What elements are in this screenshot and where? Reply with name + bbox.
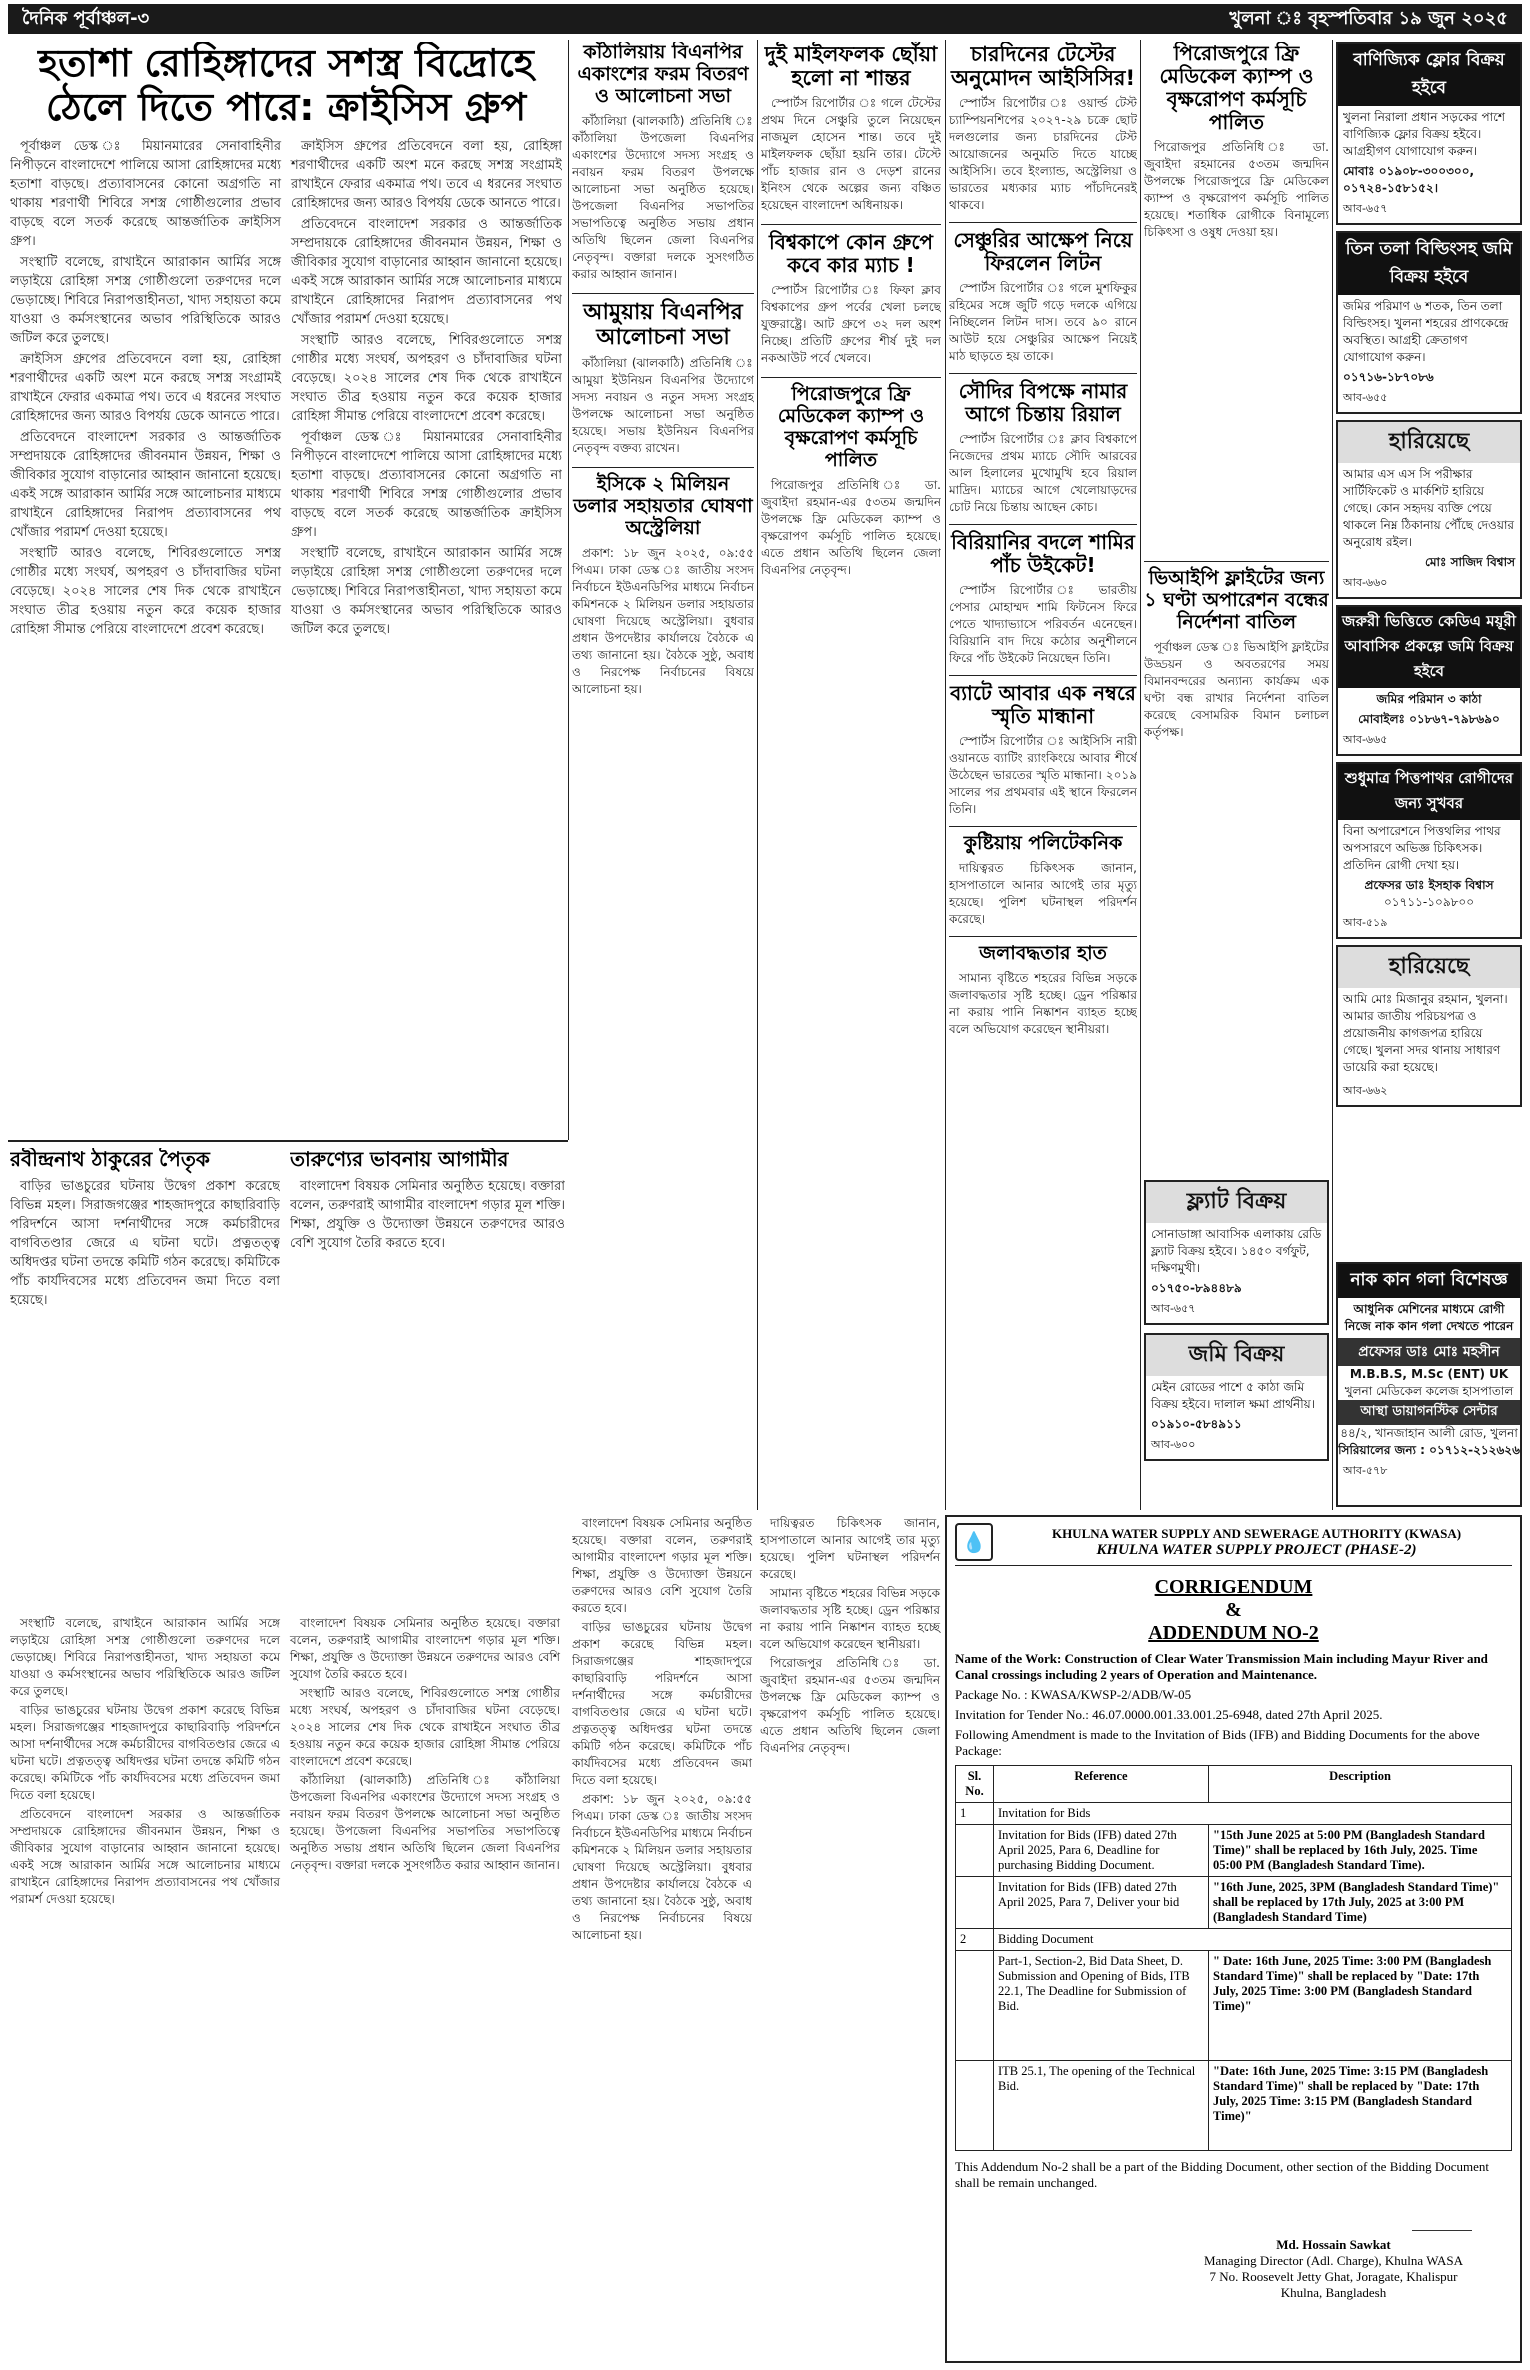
ad-phone: মোবাইলঃ ০১৮৬৭-৭৯৮৬৯০ [1358, 712, 1500, 726]
column-rule [945, 40, 946, 1510]
story-text: স্পোর্টস রিপোর্টার ঃ গলে টেস্টের প্রথম দিনে সেঞ্চুরি তুলে নিয়েছেন নাজমুল হোসেন শান্ত। তবে দুই মাইলফলক ছোঁয়া হয়নি তার। টেস্টে পাঁচ হাজার রান ও দেড়শ রানের ইনিংস থেকে অল্পের জন্য বঞ্চিত হয়েছেন বাংলাদেশ অধিনায়ক। [761, 96, 941, 213]
ad-phone: মোবাঃ ০১৯০৮-৩০০৩০০, ০১৭২৪-১৫৮১৫২। [1343, 164, 1475, 195]
ad-title: হারিয়েছে [1338, 947, 1520, 988]
youth-text: বাংলাদেশ বিষয়ক সেমিনার অনুষ্ঠিত হয়েছে। বক্তারা বলেন, তরুণরাই আগামীর বাংলাদেশ গড়ার মূল শক্তি। শিক্ষা, প্রযুক্তি ও উদ্যোক্তা উন্নয়নে তরুণদের আরও বেশি সুযোগ তৈরি করতে হবে। [290, 1179, 565, 1251]
story-text: স্পোর্টস রিপোর্টার ঃ ফিফা ক্লাব বিশ্বকাপের গ্রুপ পর্বের খেলা চলছে যুক্তরাষ্ট্রে। আট গ্রুপে ৩২ দল অংশ নিচ্ছে। প্রতিটি গ্রুপের শীর্ষ দুই দল নকআউট পর্বে খেলবে। [761, 283, 941, 366]
story-headline: সেঞ্চুরির আক্ষেপ নিয়ে ফিরলেন লিটন [949, 222, 1137, 275]
corr-sign-addr: 7 No. Roosevelt Jetty Ghat, Joragate, Khalispur [1209, 2269, 1458, 2284]
lower-left-stories [10, 1615, 565, 2363]
ad-lost-notice-2 [1336, 945, 1522, 1107]
ad-doctor: প্রফেসর ডাঃ ইসহাক বিশ্বাস [1364, 878, 1494, 892]
story-headline: বিশ্বকাপে কোন গ্রুপে কবে কার ম্যাচ ! [761, 224, 941, 277]
ad-title: জরুরী ভিত্তিতে কেডিএ ময়ূরী আবাসিক প্রকল্পে জমি বিক্রয় হইবে [1338, 607, 1520, 688]
story-text: বাড়ির ভাঙচুরের ঘটনায় উদ্বেগ প্রকাশ করেছে বিভিন্ন মহল। সিরাজগঞ্জের শাহজাদপুরে কাছারিবাড়ি পরিদর্শনে আসা দর্শনার্থীদের সঙ্গে কর্মচারীদের বাগবিতণ্ডার জেরে এ ঘটনা ঘটে। প্রত্নতত্ত্ব অধিদপ্তর ঘটনা তদন্তে কমিটি গঠন করেছে। কমিটিকে পাঁচ কার্যদিবসের মধ্যে প্রতিবেদন জমা দিতে বলা হয়েছে। [10, 1703, 280, 1802]
column-rule [757, 40, 758, 1510]
ad-doctor: প্রফেসর ডাঃ মোঃ মহসীন [1338, 1338, 1520, 1366]
ad-title: নাক কান গলা বিশেষজ্ঞ [1338, 1264, 1520, 1298]
ad-phone: ০১৭৫০-৮৯৪৪৮৯ [1151, 1281, 1242, 1295]
youth-story [290, 1148, 565, 1608]
ad-title: তিন তলা বিল্ডিংসহ জমি বিক্রয় হইবে [1338, 233, 1520, 295]
ad-land-sale [1144, 1333, 1329, 1461]
lead-paragraph: পূর্বাঞ্চল ডেস্ক ঃ মিয়ানমারের সেনাবাহিনীর নিপীড়নে বাংলাদেশে পালিয়ে আসা রোহিঙ্গাদের মধ্যে হতাশা বাড়ছে। প্রত্যাবাসনের কোনো অগ্রগতি না থাকায় শরণার্থী শিবিরে সশস্ত্র গোষ্ঠীগুলোর প্রভাব বাড়ছে বলে সতর্ক করেছে আন্তর্জাতিক ক্রাইসিস গ্রুপ। [10, 139, 281, 250]
ad-flat-sale [1144, 1180, 1329, 1325]
corr-amp: & [1225, 1599, 1242, 1621]
ad-name: মোঃ সাজিদ বিশ্বাস [1424, 555, 1515, 569]
corr-desc: "16th June, 2025, 3PM (Bangladesh Standard Time)" shall be replaced by 17th July, 2025 at 3:00 PM (Bangladesh Standard Time) [1209, 1877, 1512, 1929]
lead-headline: হতাশা রোহিঙ্গাদের সশস্ত্র বিদ্রোহে ঠেলে দিতে পারে: ক্রাইসিস গ্রুপ [38, 42, 534, 129]
story-text: পূর্বাঞ্চল ডেস্ক ঃ ভিআইপি ফ্লাইটের উড্ডয়ন ও অবতরণের সময় বিমানবন্দরের অন্যান্য কার্যক্রম এক ঘণ্টা বন্ধ রাখার নির্দেশনা বাতিল করেছে বেসামরিক বিমান চলাচল কর্তৃপক্ষ। [1144, 639, 1329, 739]
ads-flat-land [1144, 1180, 1329, 1510]
corr-project: KHULNA WATER SUPPLY PROJECT (PHASE-2) [1096, 1541, 1417, 1558]
column-rule [1332, 40, 1333, 1510]
lead-paragraph: সংস্থাটি বলেছে, রাখাইনে আরাকান আর্মির সঙ্গে লড়াইয়ে রোহিঙ্গা সশস্ত্র গোষ্ঠীগুলো তরুণদের দলে ভেড়াচ্ছে। শিবিরে নিরাপত্তাহীনতা, খাদ্য সহায়তা কমে যাওয়া ও কর্মসংস্থানের অভাব পরিস্থিতিকে আরও জটিল করে তুলছে। [291, 546, 562, 638]
corr-th: Sl. No. [956, 1766, 994, 1803]
ad-title: শুধুমাত্র পিত্তপাথর রোগীদের জন্য সুখবর [1338, 764, 1520, 820]
ad-lost-notice [1336, 420, 1522, 599]
lead-paragraph: ক্রাইসিস গ্রুপের প্রতিবেদনে বলা হয়, রোহিঙ্গা শরণার্থীদের একটি অংশ মনে করছে সশস্ত্র সংগ্রামই রাখাইনে ফেরার একমাত্র পথ। তবে এ ধরনের সংঘাত রোহিঙ্গাদের জন্য আরও বিপর্যয় ডেকে আনতে পারে। [10, 352, 281, 425]
column-4 [761, 42, 941, 1502]
ad-title: বাণিজ্যিক ফ্লোর বিক্রয় হইবে [1338, 44, 1520, 106]
ad-subtitle: আধুনিক মেশিনের মাধ্যমে রোগী নিজে নাক কান গলা দেখতে পারেন [1344, 1302, 1514, 1333]
story-text: সামান্য বৃষ্টিতে শহরের বিভিন্ন সড়কে জলাবদ্ধতার সৃষ্টি হচ্ছে। ড্রেন পরিষ্কার না করায় পানি নিষ্কাশন ব্যাহত হচ্ছে বলে অভিযোগ করেছেন স্থানীয়রা। [760, 1586, 940, 1651]
ad-commercial-floor [1336, 42, 1522, 225]
story-headline: কুষ্টিয়ায় পলিটেকনিক [949, 826, 1137, 855]
corr-desc: " Date: 16th June, 2025 Time: 3:00 PM (Bangladesh Standard Time)" shall be replaced by "Date: 17th July, 2025 Time: 3:00 PM (Bangladesh Standard Time)" [1209, 1951, 1512, 2061]
story-text: সামান্য বৃষ্টিতে শহরের বিভিন্ন সড়কে জলাবদ্ধতার সৃষ্টি হচ্ছে। ড্রেন পরিষ্কার না করায় পানি নিষ্কাশন ব্যাহত হচ্ছে বলে অভিযোগ করেছেন স্থানীয়রা। [949, 970, 1137, 1036]
corr-th: Description [1209, 1766, 1512, 1803]
youth-headline: তারুণ্যের ভাবনায় আগামীর [290, 1148, 509, 1171]
ad-kda-land [1336, 605, 1522, 756]
ad-code: আব-৫৭৮ [1343, 1464, 1388, 1477]
corr-ref: Invitation for Bids [994, 1803, 1512, 1825]
corr-table [955, 1765, 1512, 2151]
story-text: দায়িত্বরত চিকিৎসক জানান, হাসপাতালে আনার আগেই তার মৃত্যু হয়েছে। পুলিশ ঘটনাস্থল পরিদর্শন করেছে। [760, 1516, 940, 1581]
ad-title: হারিয়েছে [1338, 422, 1520, 463]
kwasa-logo-icon: 💧 [955, 1523, 993, 1561]
story-text: সংস্থাটি আরও বলেছে, শিবিরগুলোতে সশস্ত্র গোষ্ঠীর মধ্যে সংঘর্ষ, অপহরণ ও চাঁদাবাজির ঘটনা বেড়েছে। ২০২৪ সালের শেষ দিক থেকে রাখাইনে সংঘাত তীব্র হওয়ায় নতুন করে কয়েক হাজার রোহিঙ্গা সীমান্ত পেরিয়ে বাংলাদেশে প্রবেশ করেছে। [290, 1686, 560, 1768]
ad-code: আব-৫১৯ [1343, 916, 1388, 929]
story-text: প্রকাশ: ১৮ জুন ২০২৫, ০৯:৫৫ পিএম। ঢাকা ডেস্ক ঃ জাতীয় সংসদ নির্বাচনে ইউএনডিপির মাধ্যমে নির্বাচন কমিশনকে ২ মিলিয়ন ডলার সহায়তার ঘোষণা দিয়েছে অস্ট্রেলিয়া। বুধবার প্রধান উপদেষ্টার কার্যালয়ে বৈঠকে এ তথ্য জানানো হয়। বৈঠকে সুষ্ঠু, অবাধ ও নিরপেক্ষ নির্বাচনের বিষয়ে আলোচনা হয়। [572, 1792, 752, 1942]
corr-footer: This Addendum No-2 shall be a part of the Bidding Document, other section of the Bidding Document shall be remain unchanged. [955, 2159, 1489, 2190]
lower-middle-stories [572, 1515, 941, 2363]
corr-sl: 2 [956, 1929, 994, 1951]
story-text: দায়িত্বরত চিকিৎসক জানান, হাসপাতালে আনার আগেই তার মৃত্যু হয়েছে। পুলিশ ঘটনাস্থল পরিদর্শন করেছে। [949, 861, 1137, 927]
ad-degree: M.B.B.S, M.Sc (ENT) UK [1349, 1367, 1509, 1381]
kwasa-corrigendum [945, 1515, 1522, 2363]
corr-addendum: ADDENDUM NO-2 [1148, 1622, 1319, 1644]
corr-ref: ITB 25.1, The opening of the Technical Bid. [994, 2061, 1209, 2151]
corr-th: Reference [994, 1766, 1209, 1803]
masthead-date: খুলনা ঃ বৃহস্পতিবার ১৯ জুন ২০২৫ [1229, 7, 1508, 29]
lead-paragraph: সংস্থাটি বলেছে, রাখাইনে আরাকান আর্মির সঙ্গে লড়াইয়ে রোহিঙ্গা সশস্ত্র গোষ্ঠীগুলো তরুণদের দলে ভেড়াচ্ছে। শিবিরে নিরাপত্তাহীনতা, খাদ্য সহায়তা কমে যাওয়া ও কর্মসংস্থানের অভাব পরিস্থিতিকে আরও জটিল করে তুলছে। [10, 255, 281, 347]
corr-sign-addr: Khulna, Bangladesh [1280, 2285, 1387, 2300]
story-text: সংস্থাটি বলেছে, রাখাইনে আরাকান আর্মির সঙ্গে লড়াইয়ে রোহিঙ্গা সশস্ত্র গোষ্ঠীগুলো তরুণদের দলে ভেড়াচ্ছে। শিবিরে নিরাপত্তাহীনতা, খাদ্য সহায়তা কমে যাওয়া ও কর্মসংস্থানের অভাব পরিস্থিতিকে আরও জটিল করে তুলছে। [10, 1616, 280, 1698]
ad-text: বিনা অপারেশনে পিত্তথলির পাথর অপসারণে অভিজ্ঞ চিকিৎসক। প্রতিদিন রোগী দেখা হয়। [1343, 824, 1501, 872]
ad-gallstone [1336, 762, 1522, 939]
column-5 [949, 42, 1137, 1510]
lead-paragraph: ক্রাইসিস গ্রুপের প্রতিবেদনে বলা হয়, রোহিঙ্গা শরণার্থীদের একটি অংশ মনে করছে সশস্ত্র সংগ্রামই রাখাইনে ফেরার একমাত্র পথ। তবে এ ধরনের সংঘাত রোহিঙ্গাদের জন্য আরও বিপর্যয় ডেকে আনতে পারে। [291, 139, 562, 212]
corr-ref: Part-1, Section-2, Bid Data Sheet, D. Submission and Opening of Bids, ITB 22.1, The Deadline for Submission of Bid. [994, 1951, 1209, 2061]
story-headline: বিরিয়ানির বদলে শামির পাঁচ উইকেট! [949, 524, 1137, 577]
tagore-headline: রবীন্দ্রনাথ ঠাকুরের পৈতৃক [10, 1148, 210, 1171]
story-text: বাংলাদেশ বিষয়ক সেমিনার অনুষ্ঠিত হয়েছে। বক্তারা বলেন, তরুণরাই আগামীর বাংলাদেশ গড়ার মূল শক্তি। শিক্ষা, প্রযুক্তি ও উদ্যোক্তা উন্নয়নে তরুণদের আরও বেশি সুযোগ তৈরি করতে হবে। [572, 1516, 752, 1615]
corr-sl: 1 [956, 1803, 994, 1825]
story-text: বাংলাদেশ বিষয়ক সেমিনার অনুষ্ঠিত হয়েছে। বক্তারা বলেন, তরুণরাই আগামীর বাংলাদেশ গড়ার মূল শক্তি। শিক্ষা, প্রযুক্তি ও উদ্যোক্তা উন্নয়নে তরুণদের আরও বেশি সুযোগ তৈরি করতে হবে। [290, 1616, 560, 1681]
corr-ref: Invitation for Bids (IFB) dated 27th April 2025, Para 6, Deadline for purchasing Bidding Document. [994, 1825, 1209, 1877]
ad-phone: ০১৭১১-১০৯৮০০ [1383, 895, 1475, 909]
story-text: স্পোর্টস রিপোর্টার ঃ গলে মুশফিকুর রহিমের সঙ্গে জুটি গড়ে দলকে এগিয়ে নিচ্ছিলেন লিটন দাস। তবে ৯০ রানে আউট হয়ে সেঞ্চুরির আক্ষেপ নিয়েই মাঠ ছাড়তে হয় তাকে। [949, 281, 1137, 364]
lead-paragraph: সংস্থাটি আরও বলেছে, শিবিরগুলোতে সশস্ত্র গোষ্ঠীর মধ্যে সংঘর্ষ, অপহরণ ও চাঁদাবাজির ঘটনা বেড়েছে। ২০২৪ সালের শেষ দিক থেকে রাখাইনে সংঘাত তীব্র হওয়ায় নতুন করে কয়েক হাজার রোহিঙ্গা সীমান্ত পেরিয়ে বাংলাদেশে প্রবেশ করেছে। [291, 333, 562, 425]
corr-package: Package No. : KWASA/KWSP-2/ADB/W-05 [955, 1687, 1192, 1702]
ad-phone: ০১৭১৬-১৮৭০৮৬ [1343, 370, 1434, 384]
story-headline: সৌদির বিপক্ষে নামার আগে চিন্তায় রিয়াল [949, 373, 1137, 426]
corr-ref: Bidding Document [994, 1929, 1512, 1951]
tagore-story [10, 1148, 280, 1608]
corr-work: Name of the Work: Construction of Clear Water Transmission Main including Mayur River and Canal crossings including 2 years of Operation and Maintenance. [955, 1651, 1488, 1682]
ad-code: আব-৬৫৭ [1151, 1302, 1196, 1315]
ad-building-land [1336, 231, 1522, 414]
ad-text: জমির পরিমাণ ৬ শতক, তিন তলা বিল্ডিংসহ। খুলনা শহরের প্রাণকেন্দ্রে অবস্থিত। আগ্রহী ক্রেতাগণ যোগাযোগ করুন। [1343, 299, 1509, 364]
column-rule [1140, 40, 1141, 1510]
story-headline: ব্যাটে আবার এক নম্বরে স্মৃতি মান্ধানা [949, 675, 1137, 728]
ad-title: জমি বিক্রয় [1146, 1335, 1327, 1376]
story-text: স্পোর্টস রিপোর্টার ঃ ক্লাব বিশ্বকাপে নিজেদের প্রথম ম্যাচে সৌদি আরবের আল হিলালের মুখোমুখি হবে রিয়াল মাদ্রিদ। ম্যাচের আগে খেলোয়াড়দের চোট নিয়ে চিন্তায় আছেন কোচ। [949, 432, 1137, 515]
ad-text: আমার এস এস সি পরীক্ষার সার্টিফিকেট ও মার্কশিট হারিয়ে গেছে। কোন সহৃদয় ব্যক্তি পেয়ে থাকলে নিম্ন ঠিকানায় পৌঁছে দেওয়ার অনুরোধ রইল। [1343, 467, 1515, 549]
corr-desc: "Date: 16th June, 2025 Time: 3:15 PM (Bangladesh Standard Time)" shall be replaced by "Date: 17th July, 2025 Time: 3:15 PM (Bangladesh Standard Time)" [1209, 2061, 1512, 2151]
section-rule [8, 1140, 568, 1142]
corr-sign-title: Managing Director (Adl. Charge), Khulna WASA [1203, 2253, 1464, 2268]
story-headline: ভিআইপি ফ্লাইটের জন্য ১ ঘণ্টা অপারেশন বন্ধের নির্দেশনা বাতিল [1144, 567, 1329, 633]
story-text: বাড়ির ভাঙচুরের ঘটনায় উদ্বেগ প্রকাশ করেছে বিভিন্ন মহল। সিরাজগঞ্জের শাহজাদপুরে কাছারিবাড়ি পরিদর্শনে আসা দর্শনার্থীদের সঙ্গে কর্মচারীদের বাগবিতণ্ডার জেরে এ ঘটনা ঘটে। প্রত্নতত্ত্ব অধিদপ্তর ঘটনা তদন্তে কমিটি গঠন করেছে। কমিটিকে পাঁচ কার্যদিবসের মধ্যে প্রতিবেদন জমা দিতে বলা হয়েছে। [572, 1620, 752, 1787]
lead-paragraph: পূর্বাঞ্চল ডেস্ক ঃ মিয়ানমারের সেনাবাহিনীর নিপীড়নে বাংলাদেশে পালিয়ে আসা রোহিঙ্গাদের মধ্যে হতাশা বাড়ছে। প্রত্যাবাসনের কোনো অগ্রগতি না থাকায় শরণার্থী শিবিরে সশস্ত্র গোষ্ঠীগুলোর প্রভাব বাড়ছে বলে সতর্ক করেছে আন্তর্জাতিক ক্রাইসিস গ্রুপ। [291, 430, 562, 541]
ad-text: আমি মোঃ মিজানুর রহমান, খুলনা। আমার জাতীয় পরিচয়পত্র ও প্রয়োজনীয় কাগজপত্র হারিয়ে গেছে। খুলনা সদর থানায় সাধারণ ডায়েরি করা হয়েছে। [1343, 992, 1508, 1074]
story-headline: আমুয়ায় বিএনপির আলোচনা সভা [572, 293, 754, 351]
story-text: স্পোর্টস রিপোর্টার ঃ ভারতীয় পেসার মোহাম্মদ শামি ফিটনেস ফিরে পেতে খাদ্যাভ্যাসে পরিবর্তন এনেছেন। বিরিয়ানি বাদ দিয়ে কঠোর অনুশীলনে ফিরে পাঁচ উইকেট নিয়েছেন তিনি। [949, 583, 1137, 666]
column-rule [568, 40, 569, 1140]
ad-center: আস্থা ডায়াগনস্টিক সেন্টার [1338, 1400, 1520, 1425]
ad-institution: খুলনা মেডিকেল কলেজ হাসপাতাল [1344, 1384, 1514, 1398]
story-text: কাঁঠালিয়া (ঝালকাঠি) প্রতিনিধি ঃ আমুয়া ইউনিয়ন বিএনপির উদ্যোগে সদস্য নবায়ন ও নতুন সদস্য সংগ্রহ উপলক্ষে আলোচনা সভা অনুষ্ঠিত হয়েছে। সভায় ইউনিয়ন বিএনপির নেতৃবৃন্দ বক্তব্য রাখেন। [572, 356, 754, 456]
story-text: প্রকাশ: ১৮ জুন ২০২৫, ০৯:৫৫ পিএম। ঢাকা ডেস্ক ঃ জাতীয় সংসদ নির্বাচনে ইউএনডিপির মাধ্যমে নির্বাচন কমিশনকে ২ মিলিয়ন ডলার সহায়তার ঘোষণা দিয়েছে অস্ট্রেলিয়া। বুধবার প্রধান উপদেষ্টার কার্যালয়ে বৈঠকে এ তথ্য জানানো হয়। বৈঠকে সুষ্ঠু, অবাধ ও নিরপেক্ষ নির্বাচনের বিষয়ে আলোচনা হয়। [572, 545, 754, 696]
corr-desc: "15th June 2025 at 5:00 PM (Bangladesh Standard Time)" shall be replaced by 16th July, 2025. Time 05:00 PM (Bangladesh Standard Time). [1209, 1825, 1512, 1877]
tagore-text: বাড়ির ভাঙচুরের ঘটনায় উদ্বেগ প্রকাশ করেছে বিভিন্ন মহল। সিরাজগঞ্জের শাহজাদপুরে কাছারিবাড়ি পরিদর্শনে আসা দর্শনার্থীদের সঙ্গে কর্মচারীদের বাগবিতণ্ডার জেরে এ ঘটনা ঘটে। প্রত্নতত্ত্ব অধিদপ্তর ঘটনা তদন্তে কমিটি গঠন করেছে। কমিটিকে পাঁচ কার্যদিবসের মধ্যে প্রতিবেদন জমা দিতে বলা হয়েছে। [10, 1179, 280, 1308]
ad-text: খুলনা নিরালা প্রধান সড়কের পাশে বাণিজ্যিক ফ্লোর বিক্রয় হইবে। আগ্রহীগণ যোগাযোগ করুন। [1343, 110, 1506, 158]
masthead [8, 4, 1522, 34]
story-text: কাঁঠালিয়া (ঝালকাঠি) প্রতিনিধি ঃ কাঁঠালিয়া উপজেলা বিএনপির একাংশের উদ্যোগে সদস্য সংগ্রহ ও নবায়ন ফরম বিতরণ উপলক্ষে আলোচনা সভা অনুষ্ঠিত হয়েছে। উপজেলা বিএনপির সভাপতির সভাপতিত্বে অনুষ্ঠিত সভায় প্রধান অতিথি ছিলেন জেলা বিএনপির নেতৃবৃন্দ। বক্তারা দলকে সুসংগঠিত করার আহ্বান জানান। [290, 1773, 560, 1872]
story-headline: পিরোজপুরে ফ্রি মেডিকেল ক্যাম্প ও বৃক্ষরোপণ কর্মসূচি পালিত [761, 377, 941, 471]
corr-title: CORRIGENDUM [1154, 1576, 1313, 1598]
corr-sign-name: Md. Hossain Sawkat [1276, 2237, 1391, 2252]
story-text: প্রতিবেদনে বাংলাদেশ সরকার ও আন্তর্জাতিক সম্প্রদায়কে রোহিঙ্গাদের জীবনমান উন্নয়ন, শিক্ষা ও জীবিকার সুযোগ বাড়ানোর আহ্বান জানানো হয়েছে। একই সঙ্গে আরাকান আর্মির সঙ্গে আলোচনার মাধ্যমে রাখাইনে রোহিঙ্গাদের নিরাপদ প্রত্যাবাসনের পথ খোঁজার পরামর্শ দেওয়া হয়েছে। [10, 1807, 280, 1906]
story-headline: ইসিকে ২ মিলিয়ন ডলার সহায়তার ঘোষণা অস্ট্রেলিয়া [572, 467, 754, 540]
ad-address: ৪৪/২, খানজাহান আলী রোড, খুলনা [1340, 1426, 1518, 1440]
story-text: কাঁঠালিয়া (ঝালকাঠি) প্রতিনিধি ঃ কাঁঠালিয়া উপজেলা বিএনপির একাংশের উদ্যোগে সদস্য সংগ্রহ ও নবায়ন ফরম বিতরণ উপলক্ষে আলোচনা সভা অনুষ্ঠিত হয়েছে। উপজেলা বিএনপির সভাপতির সভাপতিত্বে অনুষ্ঠিত সভায় প্রধান অতিথি ছিলেন জেলা বিএনপির নেতৃবৃন্দ। বক্তারা দলকে সুসংগঠিত করার আহ্বান জানান। [572, 113, 754, 281]
column-3 [572, 42, 754, 1502]
lead-paragraph: সংস্থাটি আরও বলেছে, শিবিরগুলোতে সশস্ত্র গোষ্ঠীর মধ্যে সংঘর্ষ, অপহরণ ও চাঁদাবাজির ঘটনা বেড়েছে। ২০২৪ সালের শেষ দিক থেকে রাখাইনে সংঘাত তীব্র হওয়ায় নতুন করে কয়েক হাজার রোহিঙ্গা সীমান্ত পেরিয়ে বাংলাদেশে প্রবেশ করেছে। [10, 546, 281, 638]
story-text: স্পোর্টস রিপোর্টার ঃ আইসিসি নারী ওয়ানডে ব্যাটিং র‍্যাংকিংয়ে আবার শীর্ষে উঠেছেন ভারতের স্মৃতি মান্ধানা। ২০১৯ সালের পর প্রথমবার এই স্থানে ফিরলেন তিনি। [949, 734, 1137, 817]
ad-ent-specialist [1336, 1262, 1522, 1507]
story-text: স্পোর্টস রিপোর্টার ঃ ওয়ার্ল্ড টেস্ট চ্যাম্পিয়নশিপের ২০২৭-২৯ চক্রে ছোট দলগুলোর জন্য চারদিনের টেস্ট আয়োজনের অনুমতি দিতে যাচ্ছে আইসিসি। তবে ইংল্যান্ড, অস্ট্রেলিয়া ও ভারতের মধ্যকার ম্যাচ পাঁচদিনেরই থাকবে। [949, 96, 1137, 213]
story-headline: পিরোজপুরে ফ্রি মেডিকেল ক্যাম্প ও বৃক্ষরোপণ কর্মসূচি পালিত [1159, 42, 1314, 134]
ad-code: আব-৬৬২ [1343, 1084, 1388, 1097]
story-text: পিরোজপুর প্রতিনিধি ঃ ডা. জুবাইদা রহমান-এর ৫৩তম জন্মদিন উপলক্ষে ফ্রি মেডিকেল ক্যাম্প ও বৃক্ষরোপণ কর্মসূচি পালিত হয়েছে। এতে প্রধান অতিথি ছিলেন জেলা বিএনপির নেতৃবৃন্দ। [760, 1656, 940, 1755]
ad-code: আব-৬৫৭ [1343, 202, 1388, 215]
ad-title: ফ্ল্যাট বিক্রয় [1146, 1182, 1327, 1223]
ad-phone: ০১৯১০-৫৮৪৯১১ [1151, 1417, 1242, 1431]
ad-code: আব-৬৫৫ [1343, 391, 1388, 404]
ad-code: আব-৬৬০ [1343, 576, 1388, 589]
story-headline: কাঁঠালিয়ায় বিএনপির একাংশের ফরম বিতরণ ও আলোচনা সভা [577, 42, 749, 107]
ad-serial: সিরিয়ালের জন্য : ০১৭১২-২১২৬২৬ [1338, 1443, 1520, 1457]
lead-paragraph: প্রতিবেদনে বাংলাদেশ সরকার ও আন্তর্জাতিক সম্প্রদায়কে রোহিঙ্গাদের জীবনমান উন্নয়ন, শিক্ষা ও জীবিকার সুযোগ বাড়ানোর আহ্বান জানানো হয়েছে। একই সঙ্গে আরাকান আর্মির সঙ্গে আলোচনার মাধ্যমে রাখাইনে রোহিঙ্গাদের নিরাপদ প্রত্যাবাসনের পথ খোঁজার পরামর্শ দেওয়া হয়েছে। [10, 430, 281, 541]
ad-code: আব-৬০০ [1151, 1438, 1196, 1451]
corr-ref: Invitation for Bids (IFB) dated 27th April 2025, Para 7, Deliver your bid [994, 1877, 1209, 1929]
ad-text: জমির পরিমান ৩ কাঠা [1376, 692, 1482, 706]
lead-story [10, 42, 562, 1137]
corr-intro: Following Amendment is made to the Invitation of Bids (IFB) and Bidding Documents for the above Package: [955, 1727, 1480, 1758]
ad-code: আব-৬৬৫ [1343, 733, 1388, 746]
story-headline: দুই মাইলফলক ছোঁয়া হলো না শান্তর [764, 42, 938, 91]
story-headline: জলাবদ্ধতার হাত [949, 936, 1137, 965]
story-headline: চারদিনের টেস্টের অনুমোদন আইসিসির! [950, 42, 1136, 91]
ad-text: মেইন রোডের পাশে ৫ কাঠা জমি বিক্রয় হইবে। দালাল ক্ষমা প্রার্থনীয়। [1151, 1380, 1315, 1411]
corr-org: KHULNA WATER SUPPLY AND SEWERAGE AUTHORITY (KWASA) [1051, 1525, 1462, 1541]
lead-paragraph: প্রতিবেদনে বাংলাদেশ সরকার ও আন্তর্জাতিক সম্প্রদায়কে রোহিঙ্গাদের জীবনমান উন্নয়ন, শিক্ষা ও জীবিকার সুযোগ বাড়ানোর আহ্বান জানানো হয়েছে। একই সঙ্গে আরাকান আর্মির সঙ্গে আলোচনার মাধ্যমে রাখাইনে রোহিঙ্গাদের নিরাপদ প্রত্যাবাসনের পথ খোঁজার পরামর্শ দেওয়া হয়েছে। [291, 217, 562, 328]
story-text: পিরোজপুর প্রতিনিধি ঃ ডা. জুবাইদা রহমান-এর ৫৩তম জন্মদিন উপলক্ষে ফ্রি মেডিকেল ক্যাম্প ও বৃক্ষরোপণ কর্মসূচি পালিত হয়েছে। এতে প্রধান অতিথি ছিলেন জেলা বিএনপির নেতৃবৃন্দ। [761, 477, 941, 577]
corr-invitation: Invitation for Tender No.: 46.07.0000.001.33.001.25-6948, dated 27th April 2025. [955, 1707, 1383, 1722]
signature-icon [1412, 2209, 1472, 2231]
ad-text: সোনাডাঙ্গা আবাসিক এলাকায় রেডি ফ্ল্যাট বিক্রয় হইবে। ১৪৫০ বর্গফুট, দক্ষিণমুখী। [1151, 1227, 1322, 1275]
masthead-left: দৈনিক পূর্বাঞ্চল-৩ [22, 7, 150, 29]
story-text: পিরোজপুর প্রতিনিধি ঃ ডা. জুবাইদা রহমানের ৫৩তম জন্মদিন উপলক্ষে পিরোজপুরে ফ্রি মেডিকেল ক্যাম্প ও বৃক্ষরোপণ কর্মসূচি পালিত হয়েছে। শতাধিক রোগীকে বিনামূল্যে চিকিৎসা ও ওষুধ দেওয়া হয়। [1144, 140, 1329, 239]
